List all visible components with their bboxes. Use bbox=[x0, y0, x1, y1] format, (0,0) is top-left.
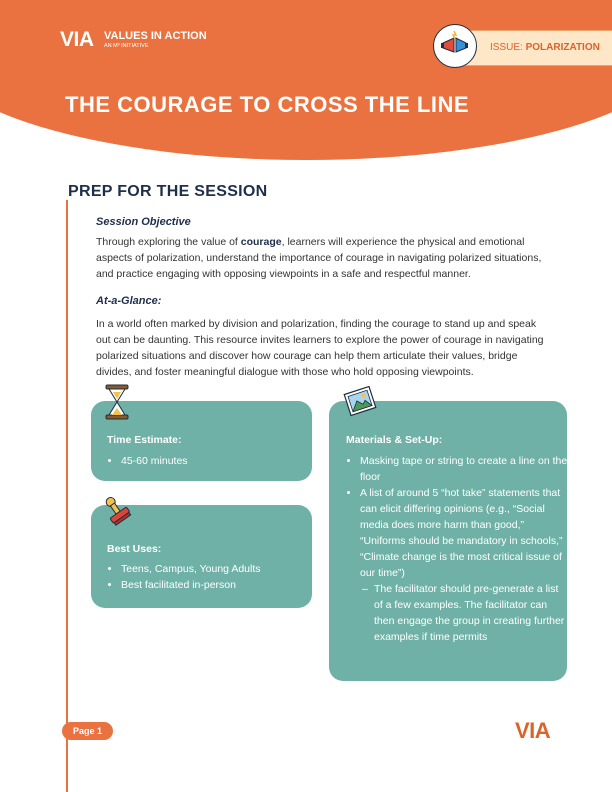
time-list bbox=[107, 453, 188, 469]
margin-rule bbox=[66, 200, 68, 792]
list-item-text: A list of around 5 “hot take” statements that can elicit differing opinions (e.g., “Social media does more harm than good,” “Uniforms should be mandatory in schools,” “Climate change is the most critical issue of our time”) bbox=[360, 487, 563, 579]
hourglass-icon bbox=[104, 384, 130, 425]
objective-keyword: courage bbox=[240, 236, 282, 248]
page-title: THE COURAGE TO CROSS THE LINE bbox=[65, 92, 470, 117]
list-item: • 45-60 minutes bbox=[121, 453, 188, 469]
objective-text bbox=[96, 234, 551, 282]
list-item: • Best facilitated in-person bbox=[121, 577, 261, 593]
glance-text: In a world often marked by division and polarization, finding the courage to stand up and speak out can be daunting. This resource invites learners to explore the power of courage in navigating polarized situations and discover how courage can help them articulate their values, bridge divides, and foster meaningful dialogue with those who hold opposing viewpoints. bbox=[96, 318, 544, 378]
section-heading: PREP FOR THE SESSION bbox=[68, 183, 268, 200]
list-item bbox=[360, 485, 568, 645]
materials-card-title: Materials & Set-Up: bbox=[346, 434, 443, 446]
materials-list bbox=[346, 453, 568, 645]
list-item: • Teens, Campus, Young Adults bbox=[121, 561, 261, 577]
issue-name: POLARIZATION bbox=[525, 42, 600, 53]
objective-post: , learners will experience the physical and emotional aspects of polarization, understand the importance of courage in navigating polarized situations, and practice engaging with opposing viewpoints in a safe and respectful manner. bbox=[96, 236, 542, 280]
page-number: Page 1 bbox=[62, 722, 113, 740]
objective-pre: Through exploring the value of bbox=[96, 236, 241, 248]
logo-mark: VIA bbox=[60, 28, 94, 51]
uses-card-title: Best Uses: bbox=[107, 543, 162, 555]
glance-label: At-a-Glance: bbox=[96, 295, 162, 307]
megaphones-icon bbox=[433, 24, 477, 68]
logo-name: VALUES IN ACTION bbox=[104, 30, 207, 42]
uses-list bbox=[107, 561, 261, 593]
materials-card bbox=[329, 401, 567, 681]
objective-label: Session Objective bbox=[96, 216, 191, 228]
list-subitem: – The facilitator should pre-generate a list of a few examples. The facilitator can then engage the group in creating further examples if time permits bbox=[374, 581, 568, 645]
header-banner bbox=[0, 0, 612, 160]
stamp-icon bbox=[100, 494, 134, 533]
footer-logo: VIA bbox=[515, 718, 551, 743]
picture-icon bbox=[343, 384, 377, 423]
issue-prefix: ISSUE: bbox=[490, 42, 523, 53]
materials-sublist bbox=[360, 581, 568, 645]
logo-tagline: AN M³ INITIATIVE bbox=[104, 43, 149, 49]
time-card-title: Time Estimate: bbox=[107, 434, 182, 446]
list-item: • Masking tape or string to create a line on the floor bbox=[360, 453, 568, 485]
issue-label bbox=[490, 42, 600, 53]
